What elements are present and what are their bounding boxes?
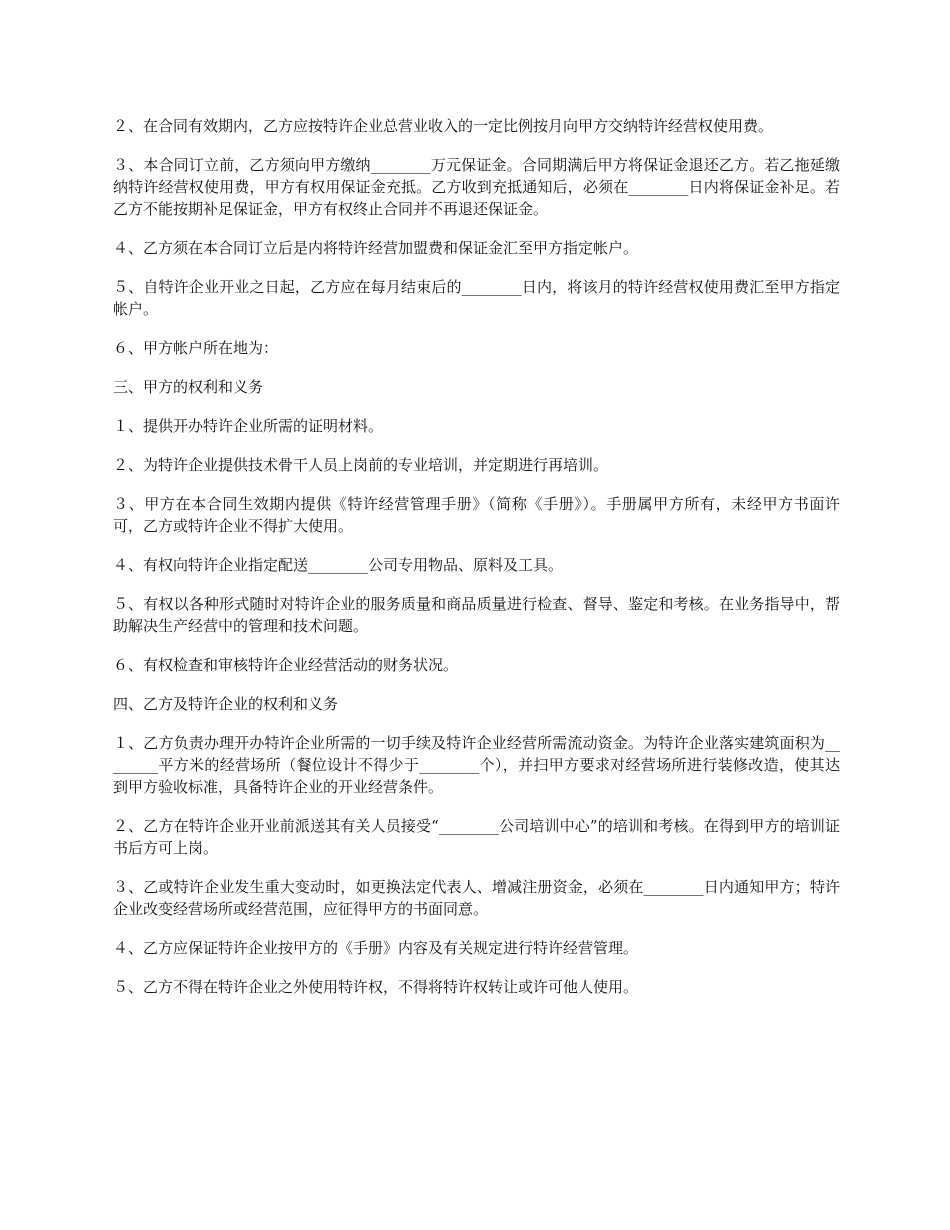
party-a-item-4: ４、有权向特许企业指定配送________公司专用物品、原料及工具。 [113, 556, 564, 574]
party-a-item-5: ５、有权以各种形式随时对特许企业的服务质量和商品质量进行检查、督导、鉴定和考核。在业务指导中，帮助解决生产经营中的管理和技术问题。 [113, 595, 840, 635]
party-a-item-3: ３、甲方在本合同生效期内提供《特许经营管理手册》（简称《手册》）。手册属甲方所有，未经甲方书面许可，乙方或特许企业不得扩大使用。 [113, 495, 840, 535]
paragraph-4-remit-fees: ４、乙方须在本合同订立后是内将特许经营加盟费和保证金汇至甲方指定帐户。 [113, 239, 639, 257]
section-heading-party-b-rights: 四、乙方及特许企业的权利和义务 [113, 695, 339, 713]
paragraph-2-fee-payment: ２、在合同有效期内，乙方应按特许企业总营业收入的一定比例按月向甲方交纳特许经营权使用费。 [113, 117, 774, 135]
party-b-item-1: １、乙方负责办理开办特许企业所需的一切手续及特许企业经营所需流动资金。为特许企业落实建筑面积为________平方米的经营场所（餐位设计不得少于________个），并扫甲方要求对经营场所进行装修改造，使其达到甲方验收标准，具备特许企业的开业经营条件。 [113, 734, 840, 796]
paragraph-3-security-deposit: ３、本合同订立前，乙方须向甲方缴纳________万元保证金。合同期满后甲方将保证金退还乙方。若乙拖延缴纳特许经营权使用费，甲方有权用保证金充抵。乙方收到充抵通知后，必须在________日内将保证金补足。若乙方不能按期补足保证金，甲方有权终止合同并不再退还保证金。 [113, 156, 840, 218]
section-heading-party-a-rights: 三、甲方的权利和义务 [113, 378, 264, 396]
paragraph-5-monthly-remittance: ５、自特许企业开业之日起，乙方应在每月结束后的________日内，将该月的特许经营权使用费汇至甲方指定帐户。 [113, 278, 840, 318]
party-a-item-2: ２、为特许企业提供技术骨干人员上岗前的专业培训，并定期进行再培训。 [113, 456, 609, 474]
paragraph-6-account-location: ６、甲方帐户所在地为： [113, 339, 279, 357]
party-b-item-3: ３、乙或特许企业发生重大变动时，如更换法定代表人、增减注册资金，必须在________日内通知甲方；特许企业改变经营场所或经营范围，应征得甲方的书面同意。 [113, 878, 840, 918]
party-b-item-5: ５、乙方不得在特许企业之外使用特许权，不得将特许权转让或许可他人使用。 [113, 978, 639, 996]
party-a-item-6: ６、有权检查和审核特许企业经营活动的财务状况。 [113, 656, 459, 674]
party-b-item-2: ２、乙方在特许企业开业前派送其有关人员接受“________公司培训中心”的培训和考核。在得到甲方的培训证书后方可上岗。 [113, 817, 840, 857]
party-b-item-4: ４、乙方应保证特许企业按甲方的《手册》内容及有关规定进行特许经营管理。 [113, 939, 639, 957]
party-a-item-1: １、提供开办特许企业所需的证明材料。 [113, 417, 384, 435]
